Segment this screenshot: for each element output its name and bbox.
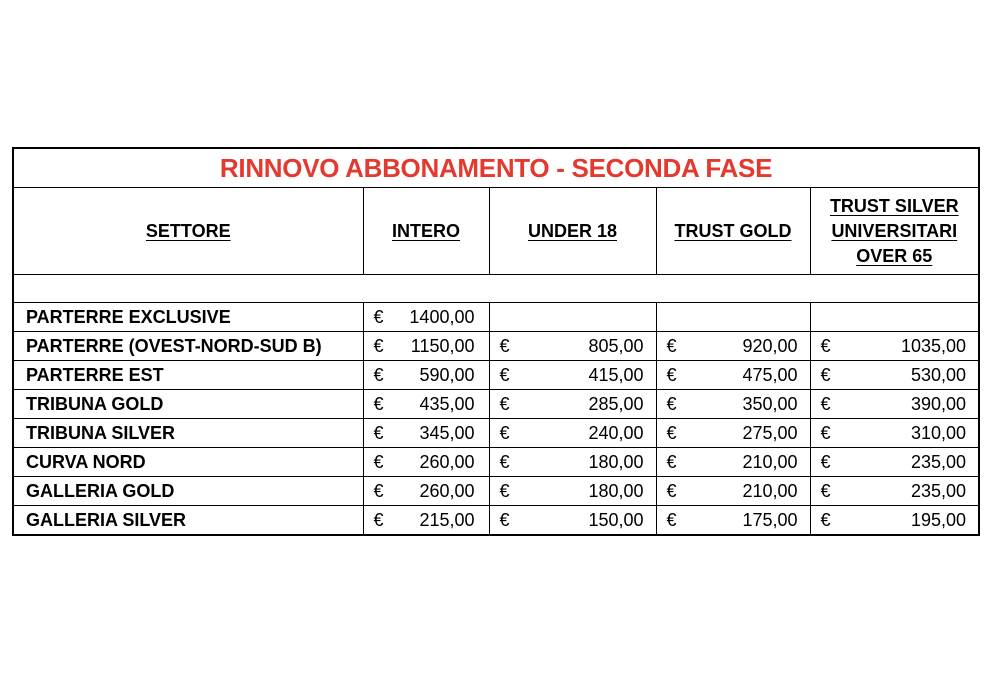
header-trust-silver [810,188,979,275]
price-amount: 260,00 [419,481,475,501]
currency-symbol: € [373,452,384,472]
price-trust-gold [656,332,810,361]
header-under18-label: UNDER 18 [527,220,618,241]
price-trust-silver [810,419,979,448]
currency-symbol: € [499,336,510,356]
table-title: RINNOVO ABBONAMENTO - SECONDA FASE [13,148,979,188]
currency-symbol: € [373,307,384,327]
currency-symbol: € [373,423,384,443]
price-trust-gold [656,448,810,477]
price-trust-silver [810,303,979,332]
currency-symbol: € [373,336,384,356]
price-amount: 150,00 [588,510,644,530]
header-trust-gold [656,188,810,275]
price-trust-gold [656,477,810,506]
price-trust-gold [656,303,810,332]
price-amount: 175,00 [742,510,798,530]
price-amount: 180,00 [588,481,644,501]
sector-name: GALLERIA SILVER [13,506,363,536]
currency-symbol: € [373,365,384,385]
price-under18 [489,477,656,506]
price-amount: 415,00 [588,365,644,385]
price-amount: 235,00 [911,481,967,501]
header-trust-silver-line1: TRUST SILVER [829,195,959,216]
price-amount: 920,00 [742,336,798,356]
currency-symbol: € [373,481,384,501]
data-body [13,303,979,536]
price-under18 [489,390,656,419]
currency-symbol: € [499,481,510,501]
price-trust-silver [810,390,979,419]
header-trust-gold-label: TRUST GOLD [674,220,792,241]
table-row [13,419,979,448]
title-row [13,148,979,188]
sector-name: CURVA NORD [13,448,363,477]
price-under18 [489,448,656,477]
price-amount: 530,00 [911,365,967,385]
price-amount: 285,00 [588,394,644,414]
header-trust-silver-line3: OVER 65 [856,245,933,266]
currency-symbol: € [820,336,831,356]
price-intero [363,506,489,536]
currency-symbol: € [499,452,510,472]
header-settore-label: SETTORE [145,220,231,241]
price-amount: 260,00 [419,452,475,472]
price-under18 [489,419,656,448]
price-trust-silver [810,332,979,361]
price-intero [363,303,489,332]
currency-symbol: € [499,423,510,443]
price-amount: 195,00 [911,510,967,530]
sector-name: PARTERRE (OVEST-NORD-SUD B) [13,332,363,361]
price-amount: 435,00 [419,394,475,414]
price-amount: 1035,00 [900,336,967,356]
sector-name: GALLERIA GOLD [13,477,363,506]
price-under18 [489,361,656,390]
currency-symbol: € [666,365,677,385]
price-trust-gold [656,506,810,536]
price-intero [363,361,489,390]
header-under18 [489,188,656,275]
currency-symbol: € [373,394,384,414]
header-settore [13,188,363,275]
sector-name: TRIBUNA SILVER [13,419,363,448]
price-amount: 210,00 [742,452,798,472]
price-intero [363,390,489,419]
price-amount: 390,00 [911,394,967,414]
price-amount: 310,00 [911,423,967,443]
price-intero [363,419,489,448]
table-row [13,506,979,536]
price-intero [363,448,489,477]
table-row [13,477,979,506]
price-amount: 275,00 [742,423,798,443]
price-amount: 1150,00 [410,336,475,356]
price-amount: 590,00 [419,365,475,385]
header-intero [363,188,489,275]
currency-symbol: € [373,510,384,530]
price-trust-gold [656,419,810,448]
sector-name: PARTERRE EXCLUSIVE [13,303,363,332]
table-row [13,303,979,332]
price-trust-gold [656,361,810,390]
price-amount: 210,00 [742,481,798,501]
price-trust-silver [810,361,979,390]
currency-symbol: € [820,365,831,385]
price-under18 [489,332,656,361]
sector-name: PARTERRE EST [13,361,363,390]
currency-symbol: € [820,394,831,414]
price-under18 [489,303,656,332]
price-amount: 1400,00 [409,307,475,327]
sector-name: TRIBUNA GOLD [13,390,363,419]
price-amount: 475,00 [742,365,798,385]
price-under18 [489,506,656,536]
currency-symbol: € [666,481,677,501]
currency-symbol: € [820,423,831,443]
table-row [13,390,979,419]
header-trust-silver-line2: UNIVERSITARI [831,220,958,241]
table-row [13,361,979,390]
price-amount: 215,00 [419,510,475,530]
price-trust-gold [656,390,810,419]
table-row [13,332,979,361]
price-amount: 240,00 [588,423,644,443]
currency-symbol: € [499,365,510,385]
currency-symbol: € [499,510,510,530]
price-trust-silver [810,506,979,536]
price-amount: 805,00 [588,336,644,356]
currency-symbol: € [666,336,677,356]
table-row [13,448,979,477]
spacer-cell [13,275,979,303]
price-intero [363,477,489,506]
price-amount: 345,00 [419,423,475,443]
price-amount: 235,00 [911,452,967,472]
price-trust-silver [810,477,979,506]
price-table [12,147,980,536]
currency-symbol: € [820,481,831,501]
spacer-row [13,275,979,303]
currency-symbol: € [499,394,510,414]
currency-symbol: € [666,394,677,414]
price-trust-silver [810,448,979,477]
header-intero-label: INTERO [391,220,460,241]
currency-symbol: € [666,423,677,443]
price-intero [363,332,489,361]
currency-symbol: € [666,510,677,530]
currency-symbol: € [820,452,831,472]
price-amount: 350,00 [742,394,798,414]
price-amount: 180,00 [588,452,644,472]
currency-symbol: € [666,452,677,472]
header-row [13,188,979,275]
currency-symbol: € [820,510,831,530]
